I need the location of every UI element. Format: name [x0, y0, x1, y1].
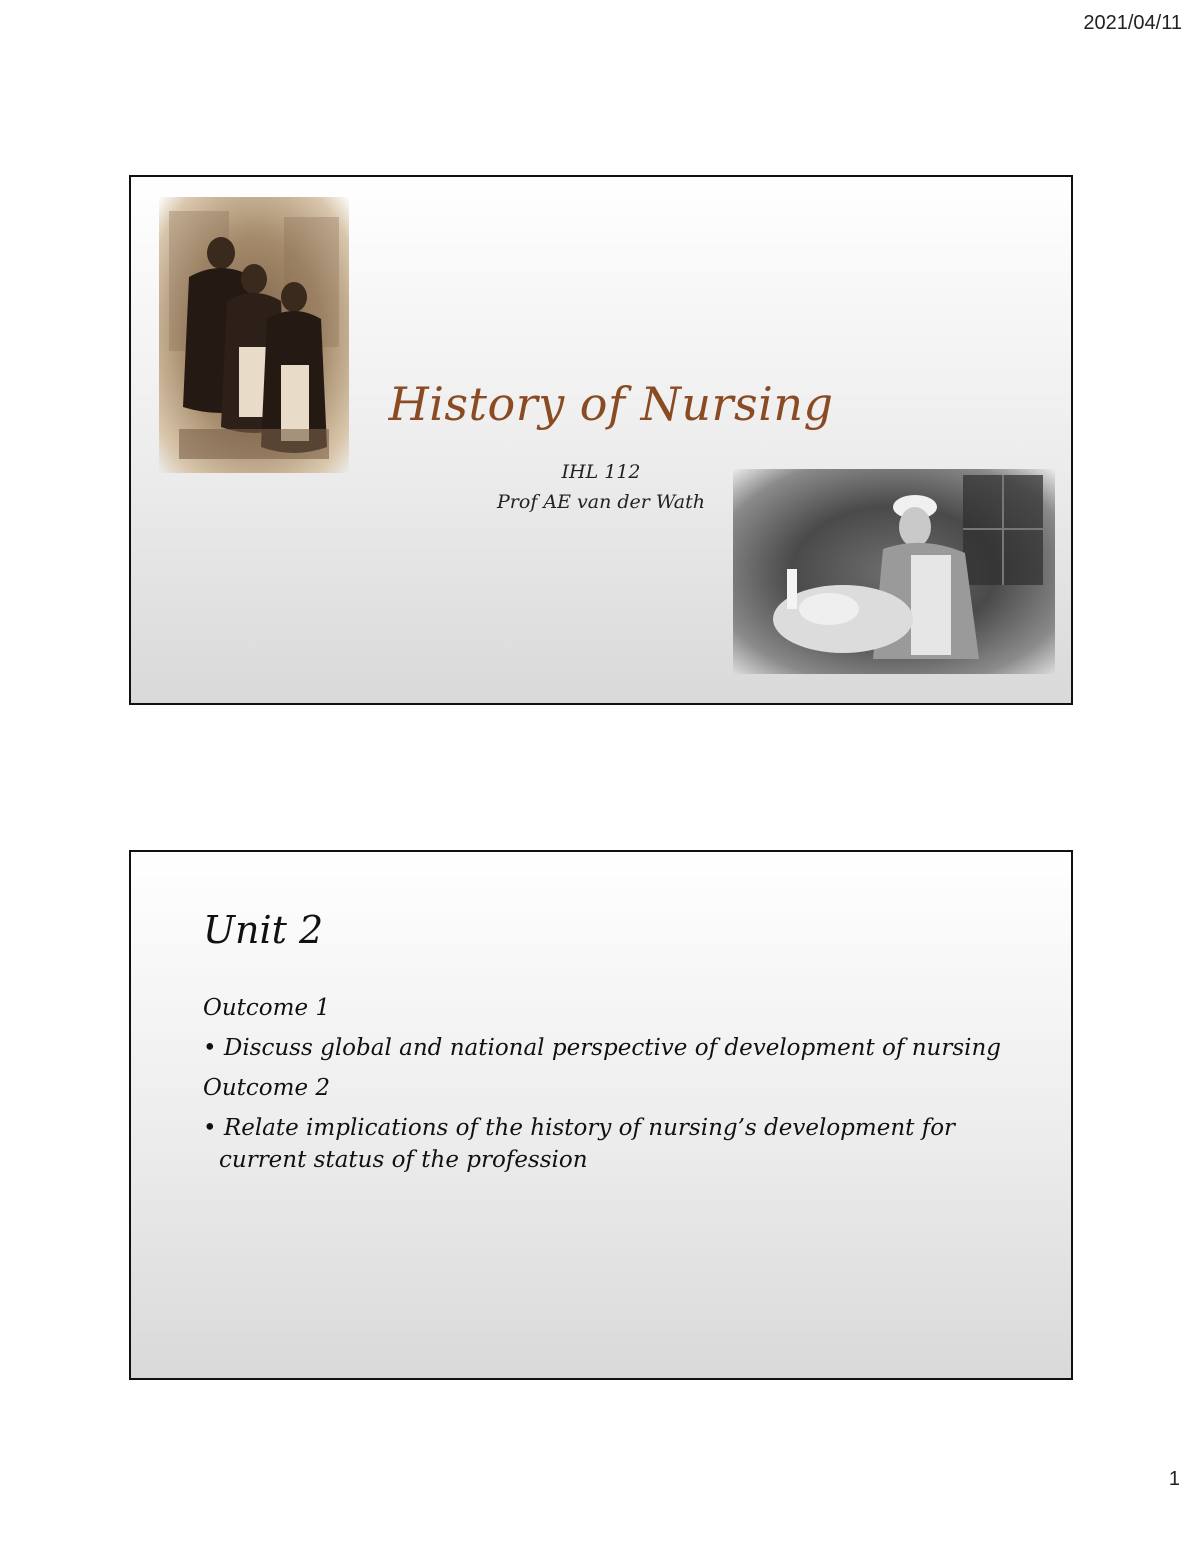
page-number: 1 [1168, 1468, 1180, 1490]
slide-title: History of Nursing [388, 377, 834, 431]
content-slide [129, 850, 1073, 1380]
outcome-heading: Outcome 2 [203, 1075, 331, 1101]
outcome-heading: Outcome 1 [203, 995, 331, 1021]
presenter-name: Prof AE van der Wath [497, 491, 705, 513]
unit-title: Unit 2 [203, 908, 324, 952]
outcome-bullet: • Relate implications of the history of nursing’s development for current status of the profession [203, 1112, 1023, 1176]
sepia-photo [159, 197, 349, 473]
title-slide [129, 175, 1073, 705]
sepia-photo-figures [159, 197, 349, 473]
page-date: 2021/04/11 [1083, 12, 1182, 34]
outcome-bullet: • Discuss global and national perspective of development of nursing [203, 1032, 1023, 1064]
outcomes-list [203, 992, 1023, 1184]
bw-photo-scene [733, 469, 1055, 674]
bw-photo [733, 469, 1055, 674]
course-code: IHL 112 [561, 461, 641, 483]
